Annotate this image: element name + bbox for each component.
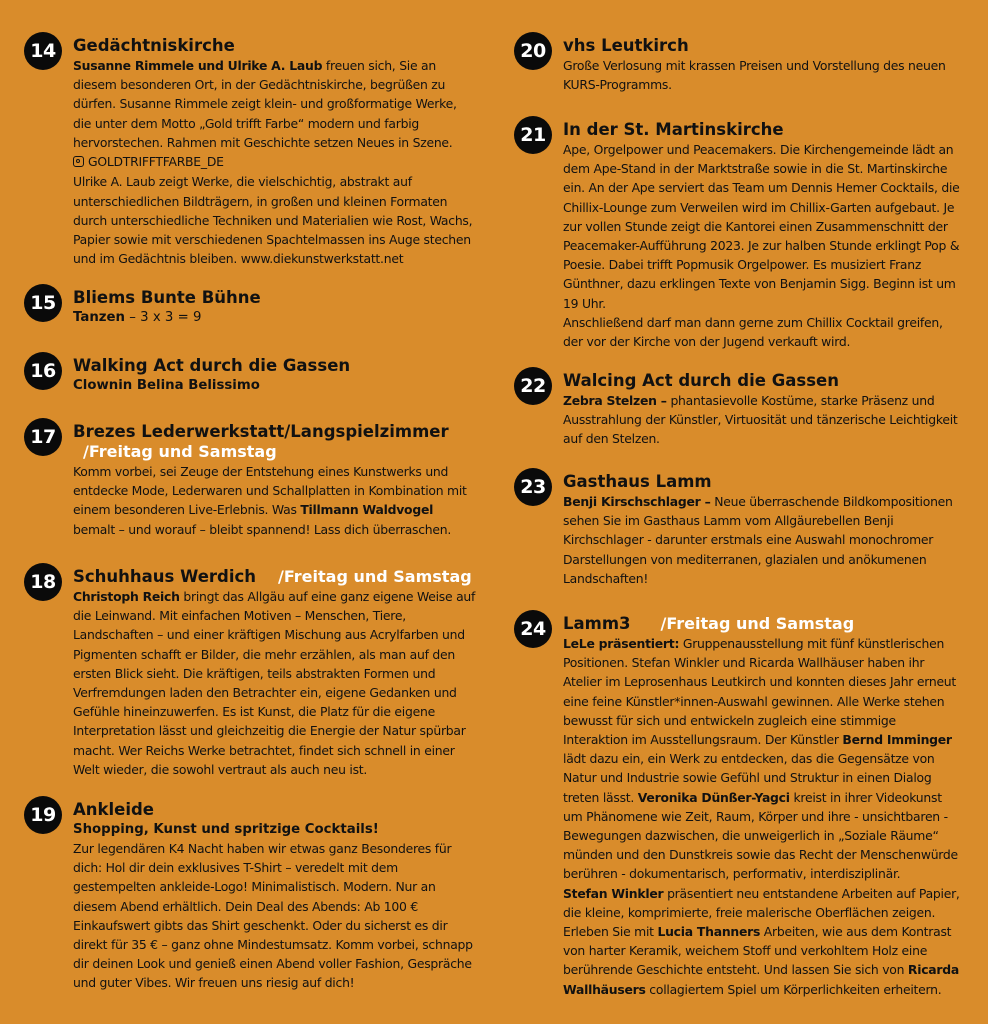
instagram-icon [73,156,84,167]
artist-name: Lucia Thanners [657,924,761,940]
number-badge: 14 [24,32,62,70]
entry-title: Ankleide [73,800,154,819]
number-badge: 19 [24,796,62,834]
entry-23 [514,468,964,588]
number-badge: 24 [514,610,552,648]
entry-text: Benji Kirschschlager – Neue überraschende Bildkompositionen sehen Sie im Gasthaus Lamm vom Allgäurebellen Benji Kirchschlager - darunter erstmals eine Auswahl monochromer Darstellungen von mediterranen, glazialen und anökumenen Landschaften! [563,494,953,586]
number-badge: 20 [514,32,552,70]
entry-24 [514,610,964,999]
entry-title: Brezes Lederwerkstatt/Langspielzimmer [73,422,449,441]
number-badge: 16 [24,352,62,390]
entry-text: Susanne Rimmele und Ulrike A. Laub freuen sich, Sie an diesem besonderen Ort, in der Gedächtniskirche, begrüßen zu dürfen. Susanne Rimmele zeigt klein- und großformatige Werke, die unter dem Motto „Gold trifft Farbe“ modern und farbig hervorstechen. Rahmen mit Geschichte setzen Neues in Szene. [73,58,457,150]
artist-name: Zebra Stelzen – [563,393,667,408]
instagram-handle[interactable]: GOLDTRIFFTFARBE_DE [88,154,224,170]
artist-names: Susanne Rimmele und Ulrike A. Laub [73,58,323,73]
artist-name: Stefan Winkler [563,885,664,901]
artist-name: Benji Kirschschlager – [563,494,711,509]
entry-text: Ulrike A. Laub zeigt Werke, die vielschichtig, abstrakt auf unterschiedlichen Bildträgern, in großen und kleinen Formaten durch unterschiedliche Techniken und Materialien wie Rost, Wachs, Papier sowie mit verschiedenen Spachtelmassen ins Auge stechen und im Gedächtnis bleiben. www.diekunstwerkstatt.net [73,174,473,267]
entry-subtitle: Clownin Belina Belissimo [73,378,260,393]
number-badge: 21 [514,116,552,154]
entry-text: LeLe präsentiert: Gruppenausstellung mit fünf künstlerischen Positionen. Stefan Winkler und Ricarda Wallhäuser haben ihr Atelier im Leprosenhaus Leutkirch und konnten dieses Jahr erneut eine feine Künstler*innen-Auswahl gewinnen. Alle Werke stehen bewusst für sich und entwickeln zugleich eine stimmige Interaktion im Ausstellungsraum. Der Künstler Bernd Imminger lädt dazu ein, ein Werk zu entdecken, das die Gegensätze von Natur und Industrie sowie Gefühl und Struktur in einen Dialog treten lässt. Veronika Dünßer-Yagci kreist in ihrer Videokunst um Phänomene wie Zeit, Raum, Körper und ihre - unsichtbaren - Bewegungen dazwischen, die unweigerlich in „Soziale Räume“ münden und den Dunstkreis sowie das Recht der Menschenwürde berühren - dokumentarisch, performativ, interdisziplinär. [563,636,958,882]
entry-text: Stefan Winkler präsentiert neu entstandene Arbeiten auf Papier, die kleine, komprimierte, freie malerische Oberflächen zeigen. Erleben Sie mit Lucia Thanners Arbeiten, wie aus dem Kontrast von harter Keramik, weichem Stoff und verkohltem Holz eine berührende Geschichte entsteht. Und lassen Sie sich von Ricarda Wallhäusers collagiertem Spiel um Körperlichkeiten erheitern. [563,885,960,997]
entry-15 [24,284,476,327]
entry-subtitle: Tanzen – 3 x 3 = 9 [73,310,202,325]
entry-title: Bliems Bunte Bühne [73,288,261,307]
entry-19 [24,796,476,993]
entry-17 [24,418,476,539]
entry-title: Schuhhaus Werdich /Freitag und Samstag [73,567,472,586]
artist-name: Ricarda Wallhäusers [563,962,960,997]
date-highlight: /Freitag und Samstag [278,567,472,586]
entry-title: Gedächtniskirche [73,36,235,55]
entry-text: Ape, Orgelpower und Peacemakers. Die Kirchengemeinde lädt an dem Ape-Stand in der Marktstraße sowie in die St. Martinskirche ein. An der Ape serviert das Team um Dennis Hemer Cocktails, die Chillix-Lounge zum Verweilen wird im Chillix-Garten aufgebaut. Je zur vollen Stunde zeigt die Kantorei einen Zusammenschnitt der Peacemaker-Aufführung 2023. Je zur halben Stunde erklingt Pop & Poesie. Dabei trifft Popmusik Orgelpower. Es musiziert Franz Günthner, dazu erklingen Texte von Benjamin Sigg. Beginn ist um 19 Uhr. [563,142,960,311]
number-badge: 15 [24,284,62,322]
number-badge: 18 [24,563,62,601]
entry-22 [514,367,964,449]
entry-title: In der St. Martinskirche [563,120,784,139]
entry-21 [514,116,964,351]
instagram-line [73,152,476,172]
date-highlight: /Freitag und Samstag [660,614,855,633]
entry-text: Zebra Stelzen – phantasievolle Kostüme, starke Präsenz und Ausstrahlung der Künstler, Virtuosität und tänzerische Leichtigkeit auf den Stelzen. [563,393,958,447]
artist-name: Tillmann Waldvogel [300,502,434,518]
entry-text: Christoph Reich bringt das Allgäu auf eine ganz eigene Weise auf die Leinwand. Mit einfachen Motiven – Menschen, Tiere, Landschaften – und einer kräftigen Mischung aus Acrylfarben und Pigmenten schafft er Bilder, die mehr erzählen, als man auf den ersten Blick sieht. Die kräftigen, teils abstrakten Formen und Verfremdungen laden den Betrachter ein, eigene Gedanken und Gefühle hineinzuwerfen. Es ist Kunst, die Platz für die eigene Interpretation lässt und gleichzeitig die Energie der Natur spürbar macht. Wer Reichs Werke betrachtet, findet sich schnell in einer Welt wieder, die sowohl vertraut als auch neu ist. [73,589,476,777]
entry-text: Zur legendären K4 Nacht haben wir etwas ganz Besonderes für dich: Hol dir dein exklusives T-Shirt – veredelt mit dem gestempelten ankleide-Logo! Minimalistisch. Modern. Nur an diesem Abend erhältlich. Dein Deal des Abends: Ab 100 € Einkaufswert gibts das Shirt geschenkt. Oder du sicherst es dir direkt für 35 € – ganz ohne Mindestumsatz. Komm vorbei, schnapp dir deinen Look und genieß einen Abend voller Fashion, Gespräche und guter Vibes. Wir freuen uns riesig auf dich! [73,841,473,991]
artist-name: Bernd Imminger [842,732,952,748]
entry-title: Lamm3 /Freitag und Samstag [563,614,855,633]
entry-16 [24,352,476,395]
number-badge: 17 [24,418,62,456]
artist-name: Veronika Dünßer-Yagci [637,789,790,805]
entry-text: Große Verlosung mit krassen Preisen und Vorstellung des neuen KURS-Programms. [563,58,946,93]
entry-text: Komm vorbei, sei Zeuge der Entstehung eines Kunstwerks und entdecke Mode, Lederwaren und Schallplatten in Kombination mit einem besonderen Live-Erlebnis. Was Tillmann Waldvogel bemalt – und worauf – bleibt spannend! Lass dich überraschen. [73,464,467,537]
number-badge: 23 [514,468,552,506]
date-highlight: /Freitag und Samstag [83,442,277,461]
number-badge: 22 [514,367,552,405]
entry-18 [24,563,476,779]
entry-title: vhs Leutkirch [563,36,689,55]
entry-title: Walcing Act durch die Gassen [563,371,839,390]
entry-20 [514,32,964,94]
entry-title: Walking Act durch die Gassen [73,356,351,375]
entry-14 [24,32,476,268]
artist-name: Christoph Reich [73,589,180,604]
entry-title: Gasthaus Lamm [563,472,712,491]
entry-text: Anschließend darf man dann gerne zum Chillix Cocktail greifen, der vor der Kirche von der Jugend verkauft wird. [563,314,943,350]
entry-subtitle: Shopping, Kunst und spritzige Cocktails! [73,822,379,837]
